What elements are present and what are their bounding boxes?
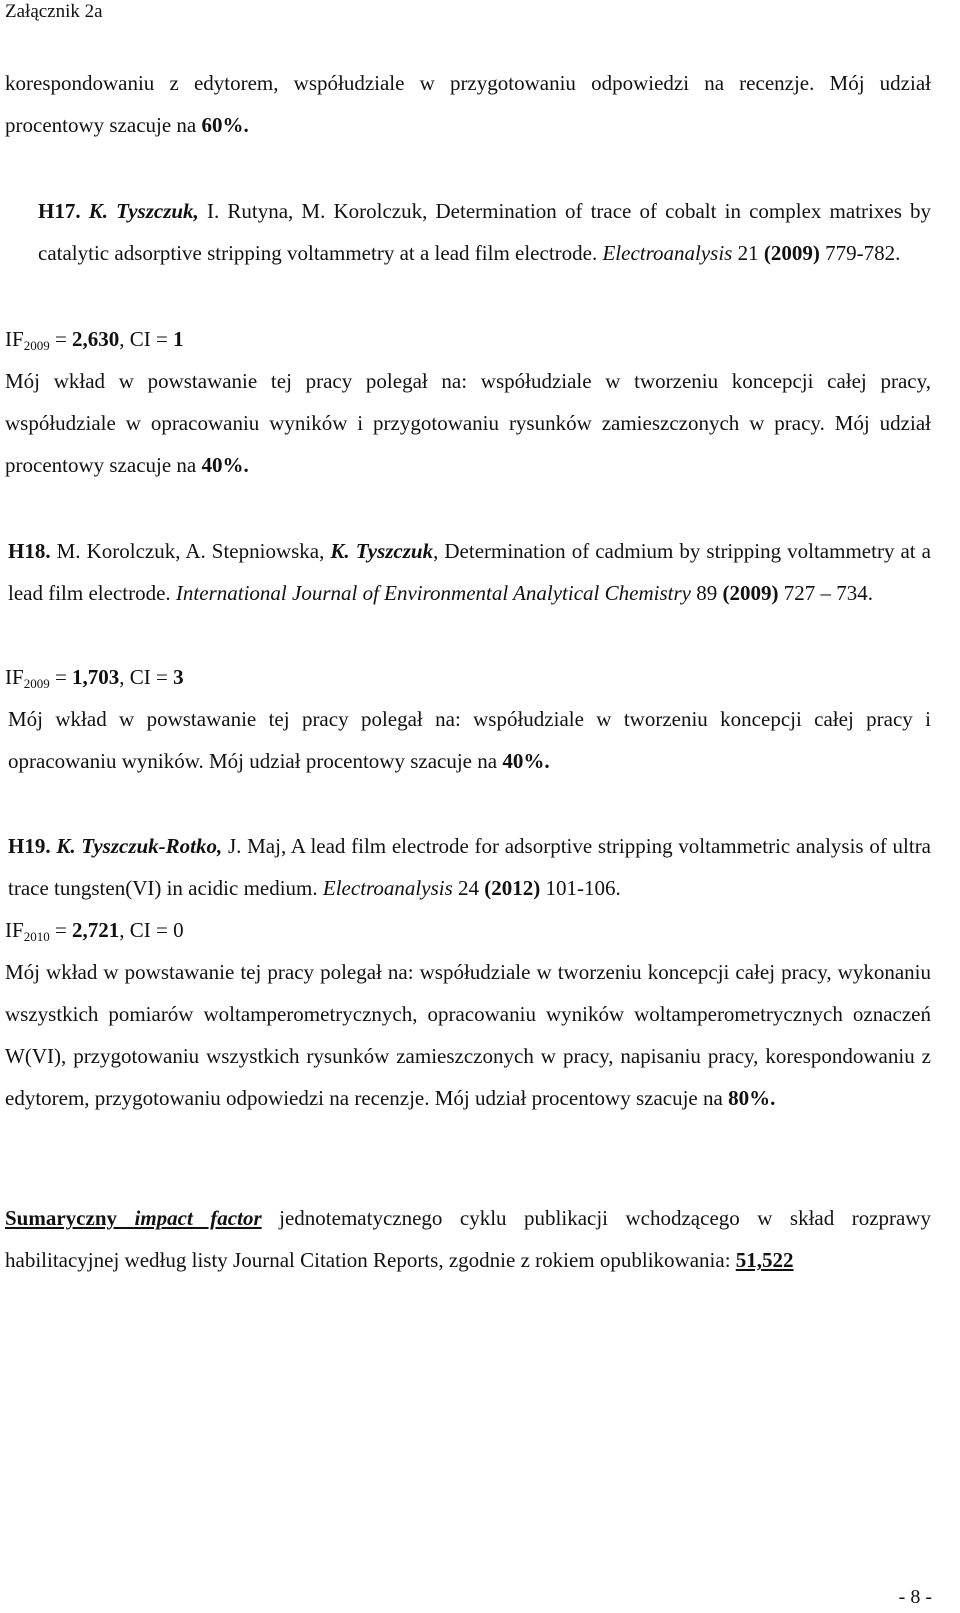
h19-volume: 24 [452,876,485,900]
h18-impact [5,656,931,698]
h18-ci-label: , CI = [119,665,174,689]
h17-if-eq: = [49,327,73,351]
intro-percent: 60%. [201,113,249,137]
h19-year: (2012) [484,876,541,900]
h18-percent: 40%. [502,749,550,773]
h18-title: , Determination of cadmium by stripping voltammetry at a lead film electrode. [8,539,931,605]
h18-journal: International Journal of Environmental Analytical Chemistry [175,581,691,605]
h19-impact [5,909,931,951]
summary-text: jednotematycznego cyklu publikacji wchodzącego w skład rozprawy habilitacyjnej według listy Journal Citation Reports, zgodnie z rokiem opublikowania: [5,1206,932,1272]
h17-number: H17. [38,199,81,223]
h18-number: H18. [8,539,51,563]
h18-volume: 89 [690,581,723,605]
h17-percent: 40%. [201,453,249,477]
h17-contrib-text: Mój wkład w powstawanie tej pracy polegał na: współudziale w tworzeniu koncepcji całej pracy, współudziale w opracowaniu wyników i przygotowaniu rysunków zamieszczonych w pracy. Mój udział procentowy szacuje na [5,369,931,477]
h19-citation [5,825,931,909]
h19-if-label: IF [5,918,24,942]
h19-number: H19. [8,834,51,858]
summary-label-italic: impact factor [134,1206,262,1230]
h19-author: K. Tyszczuk-Rotko, [56,834,223,858]
h17-contribution [5,360,931,486]
h17-ci-label: , CI = [119,327,174,351]
h18-year: (2009) [722,581,779,605]
h19-pages: 101-106. [540,876,621,900]
h18-if-eq: = [49,665,73,689]
h17-author: Tyszczuk, [116,199,199,223]
h17-if-value: 2,630 [72,327,120,351]
h17-k: K. [88,199,109,223]
h19-if-value: 2,721 [72,918,120,942]
h19-contrib-text: Mój wkład w powstawanie tej pracy polegał na: współudziale w tworzeniu koncepcji całej pracy, wykonaniu wszystkich pomiarów woltamperometrycznych, opracowaniu wyników woltamperometrycznych oznaczeń W(VI), przygotowaniu wszystkich rysunków zamieszczonych w pracy, napisaniu pracy, korespondowaniu z edytorem, przygotowaniu odpowiedzi na recenzje. Mój udział procentowy szacuje na [5,960,931,1110]
h19-contribution [5,951,931,1119]
h17-if-year: 2009 [23,338,50,353]
h18-contrib-text: Mój wkład w powstawanie tej pracy polegał na: współudziale w tworzeniu koncepcji całej pracy i opracowaniu wyników. Mój udział procentowy szacuje na [8,707,931,773]
h17-citation [5,190,931,274]
h18-if-value: 1,703 [72,665,120,689]
h17-if-label: IF [5,327,24,351]
h18-author: K. Tyszczuk [330,539,434,563]
h18-pages: 727 – 734. [778,581,873,605]
h18-authors: M. Korolczuk, A. Stepniowska, [50,539,331,563]
h18-citation [5,530,931,614]
h17-pages: 779-782. [819,241,901,265]
h18-if-year: 2009 [23,676,50,691]
h19-title: J. Maj, A lead film electrode for adsorptive stripping voltammetric analysis of ultra trace tungsten(VI) in acidic medium. [8,834,932,900]
h17-ci-value: 1 [173,327,184,351]
h19-ci-text: , CI = 0 [119,918,184,942]
h19-if-year: 2010 [23,929,50,944]
intro-paragraph [5,62,931,146]
h18-contribution [5,698,931,782]
h17-journal: Electroanalysis [602,241,733,265]
h18-if-label: IF [5,665,24,689]
h19-journal: Electroanalysis [322,876,453,900]
h17-year: (2009) [763,241,820,265]
summary-value: 51,522 [735,1248,794,1272]
header-title: Załącznik 2a [5,1,103,22]
intro-text: korespondowaniu z edytorem, współudziale w przygotowaniu odpowiedzi na recenzje. Mój udział procentowy szacuje na [5,71,931,137]
page-number: - 8 - [898,1586,932,1608]
summary-paragraph [5,1197,931,1281]
h18-ci-value: 3 [173,665,184,689]
h17-authors-rest: I. Rutyna, M. Korolczuk, Determination of trace of cobalt in complex matrixes by catalytic adsorptive stripping voltammetry at a lead film electrode. [38,199,932,265]
h19-if-eq: = [49,918,73,942]
h17-impact [5,318,931,360]
summary-label-bold: Sumaryczny [5,1206,117,1230]
h19-percent: 80%. [728,1086,776,1110]
h17-volume: 21 [732,241,764,265]
